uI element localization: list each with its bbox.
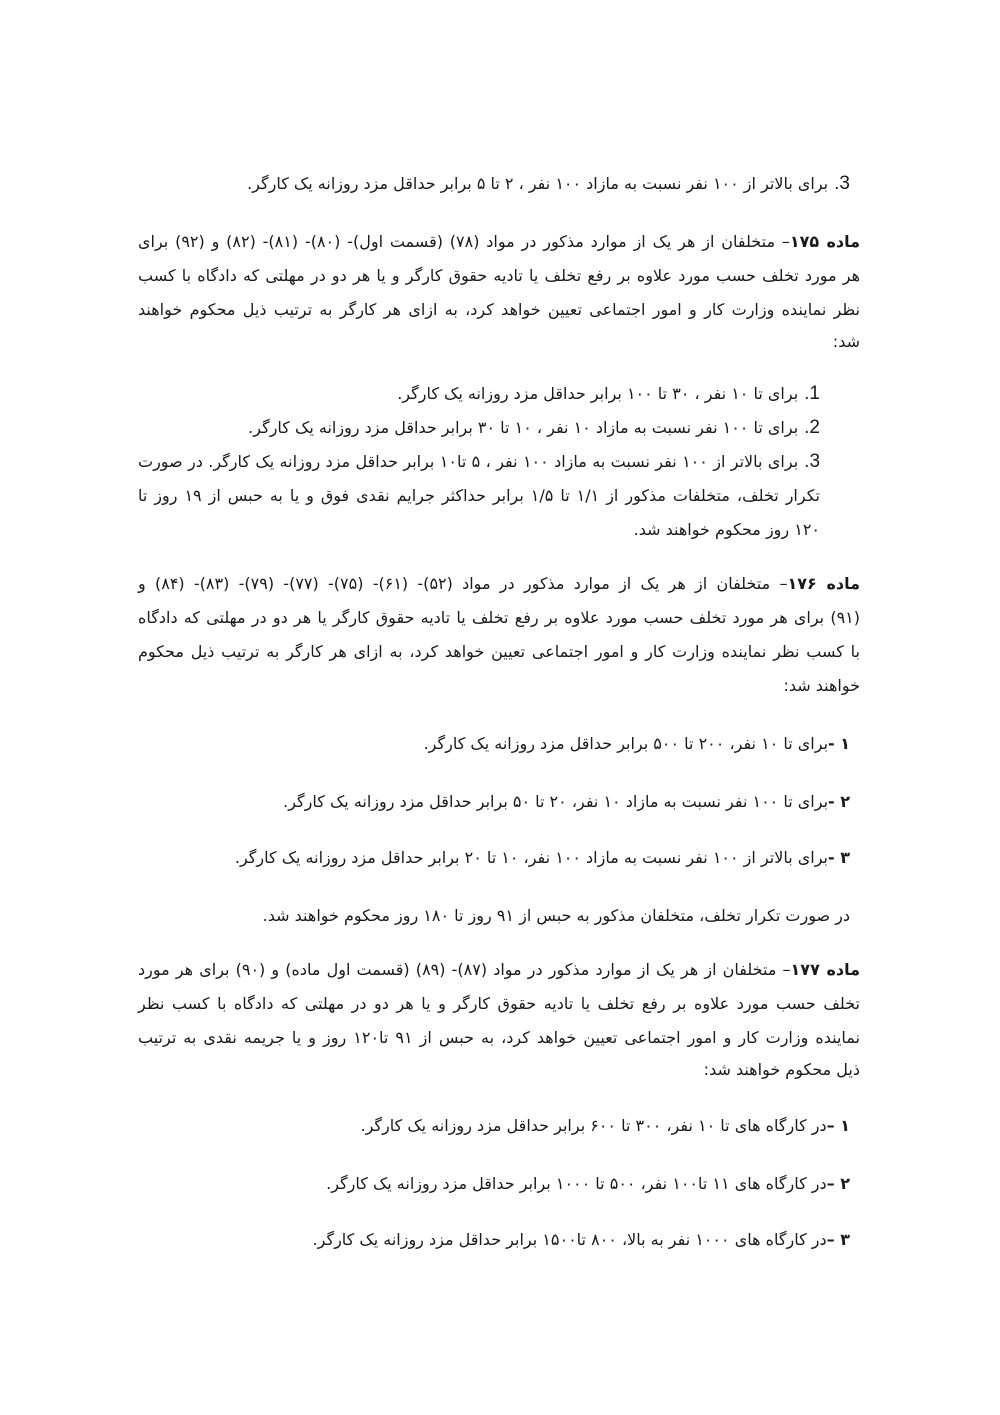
article-176-line: خواهند شد: bbox=[783, 676, 860, 695]
article-175-heading: ماده ۱۷۵ bbox=[789, 232, 861, 251]
article-175-line: نظر نماینده وزارت کار و امور اجتماعی تعیین خواهد کرد، به ازای هر کارگر به ترتیب ذیل محکوم خواهند bbox=[138, 300, 860, 319]
list-item: 3.برای بالاتر از ۱۰۰ نفر نسبت به مازاد ۱۰۰ نفر ، ۵ تا۱۰ برابر حداقل مزد روزانه یک کارگر. در صورت bbox=[138, 451, 821, 472]
list-item: ۳ –در کارگاه های ۱۰۰۰ نفر به بالا، ۸۰۰ تا۱۵۰۰ برابر حداقل مزد روزانه یک کارگر. bbox=[312, 1230, 850, 1249]
article-176-line: ماده ۱۷۶– متخلفان از هر یک از موارد مذکور در مواد (۵۲)- (۶۱)- (۷۵)- (۷۷)- (۷۹)- (۸۳)- (۸۴) و bbox=[138, 574, 861, 593]
list-item: ۲ –در کارگاه های ۱۱ تا۱۰۰ نفر، ۵۰۰ تا ۱۰۰۰ برابر حداقل مزد روزانه یک کارگر. bbox=[326, 1174, 850, 1193]
article-175-line: ماده ۱۷۵– متخلفان از هر یک از موارد مذکور در مواد (۷۸) (قسمت اول)- (۸۰)- (۸۱)- (۸۲) و (۹۲) برای bbox=[138, 232, 861, 251]
article-176-note: در صورت تکرار تخلف، متخلفان مذکور به حبس از ۹۱ روز تا ۱۸۰ روز محکوم خواهند شد. bbox=[262, 906, 850, 925]
article-177-line: ذیل محکوم خواهند شد: bbox=[703, 1060, 860, 1079]
list-item: ۲ -برای تا ۱۰۰ نفر نسبت به مازاد ۱۰ نفر، ۲۰ تا ۵۰ برابر حداقل مزد روزانه یک کارگر. bbox=[283, 792, 850, 811]
list-item bbox=[247, 172, 850, 196]
article-176-line: (۹۱) برای هر مورد تخلف حسب مورد علاوه بر رفع تخلف یا تادیه حقوق کارگر یا هر دو در مهلتی که دادگاه bbox=[138, 608, 860, 627]
list-item: ۱ -برای تا ۱۰ نفر، ۲۰۰ تا ۵۰۰ برابر حداقل مزد روزانه یک کارگر. bbox=[423, 734, 850, 753]
article-177-line: ماده ۱۷۷– متخلفان از هر یک از موارد مذکور در مواد (۸۷)- (۸۹) (قسمت اول ماده) و (۹۰) برای هر مورد bbox=[138, 960, 861, 979]
item-number: 3. bbox=[834, 173, 850, 194]
article-175-line: هر مورد تخلف حسب مورد علاوه بر رفع تخلف یا تادیه حقوق کارگر و یا هر دو در مهلتی که دادگاه با کسب bbox=[138, 266, 860, 285]
list-item-continuation: ۱۲۰ روز محکوم خواهند شد. bbox=[633, 520, 820, 539]
list-item: 1.برای تا ۱۰ نفر ، ۳۰ تا ۱۰۰ برابر حداقل مزد روزانه یک کارگر. bbox=[397, 383, 820, 404]
article-176-heading: ماده ۱۷۶ bbox=[787, 574, 861, 593]
item-text: برای بالاتر از ۱۰۰ نفر نسبت به مازاد ۱۰۰ نفر ، ۲ تا ۵ برابر حداقل مزد روزانه یک کارگر. bbox=[247, 174, 829, 193]
article-176-line: با کسب نظر نماینده وزارت کار و امور اجتماعی تعیین خواهد کرد، به ازای هر کارگر به ترتیب ذیل محکوم bbox=[138, 642, 860, 661]
article-177-line: تخلف حسب مورد علاوه بر رفع تخلف یا تادیه حقوق کارگر و یا هر دو در مهلتی که دادگاه با کسب نظر bbox=[138, 994, 860, 1013]
list-item: 2.برای تا ۱۰۰ نفر نسبت به مازاد ۱۰ نفر ، ۱۰ تا ۳۰ برابر حداقل مزد روزانه یک کارگر. bbox=[248, 417, 820, 438]
list-item: ۳ -برای بالاتر از ۱۰۰ نفر نسبت به مازاد ۱۰۰ نفر، ۱۰ تا ۲۰ برابر حداقل مزد روزانه یک کارگر. bbox=[234, 848, 850, 867]
list-item: ۱ –در کارگاه های تا ۱۰ نفر، ۳۰۰ تا ۶۰۰ برابر حداقل مزد روزانه یک کارگر. bbox=[360, 1116, 850, 1135]
article-175-line: شد: bbox=[832, 332, 860, 351]
article-177-heading: ماده ۱۷۷ bbox=[790, 960, 861, 979]
list-item-continuation: تکرار تخلف، متخلفات مذکور از ۱/۱ تا ۱/۵ برابر حداکثر جرایم نقدی فوق و یا به حبس از ۱۹ روز تا bbox=[138, 486, 820, 505]
article-177-line: نماینده وزارت کار و امور اجتماعی تعیین خواهد کرد، به حبس از ۹۱ تا۱۲۰ روز و یا جریمه نقدی به ترتیب bbox=[138, 1028, 861, 1047]
